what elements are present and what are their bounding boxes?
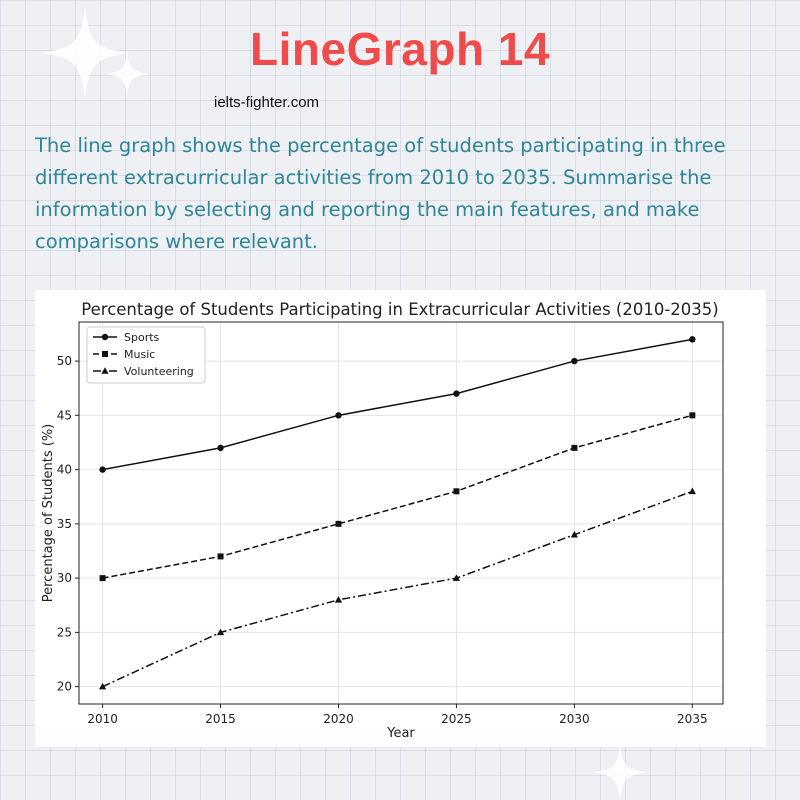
chart-svg <box>35 290 766 747</box>
data-point-sports <box>571 358 577 364</box>
line-chart <box>35 290 766 747</box>
data-point-music <box>335 521 341 527</box>
series-line-volunteering <box>103 491 693 686</box>
y-tick-label: 20 <box>56 679 72 694</box>
chart-legend <box>87 327 205 383</box>
legend-label-volunteering: Volunteering <box>124 365 194 378</box>
x-axis-label: Year <box>387 726 415 741</box>
x-tick-label: 2030 <box>559 712 590 726</box>
y-tick-label: 30 <box>56 571 72 586</box>
data-point-music <box>689 412 695 418</box>
y-axis-label: Percentage of Students (%) <box>41 423 56 603</box>
chart-series <box>99 336 696 689</box>
data-point-volunteering <box>335 596 342 603</box>
data-point-sports <box>99 466 105 472</box>
y-tick-label: 25 <box>56 625 72 640</box>
data-point-music <box>453 488 459 494</box>
x-tick-label: 2010 <box>87 712 118 726</box>
data-point-sports <box>335 412 341 418</box>
x-tick-label: 2015 <box>205 712 236 726</box>
page-title: LineGraph 14 <box>250 23 550 75</box>
task-prompt: The line graph shows the percentage of students participating in three different extracurricular activities from 2010 to 2035. Summarise the information by selecting and reporting the main features, and make comparisons where relevant. <box>35 134 726 253</box>
legend-label-music: Music <box>124 348 156 361</box>
y-tick-label: 50 <box>56 354 72 369</box>
x-tick-label: 2025 <box>441 712 472 726</box>
x-tick-label: 2020 <box>323 712 354 726</box>
y-tick-label: 45 <box>56 408 72 423</box>
chart-axes <box>57 354 708 726</box>
legend-label-sports: Sports <box>124 331 160 344</box>
data-point-music <box>100 575 106 581</box>
data-point-sports <box>453 390 459 396</box>
y-tick-label: 35 <box>56 516 72 531</box>
data-point-sports <box>217 445 223 451</box>
legend-marker-sports <box>102 334 108 340</box>
chart-title: Percentage of Students Participating in Extracurricular Activities (2010-2035) <box>81 300 719 319</box>
sparkle-decoration-bottom <box>590 745 650 800</box>
data-point-volunteering <box>689 487 696 494</box>
series-line-music <box>103 415 693 578</box>
y-tick-label: 40 <box>56 462 72 477</box>
legend-marker-music <box>102 351 108 357</box>
site-name: ielts-fighter.com <box>214 94 320 111</box>
x-tick-label: 2035 <box>677 712 708 726</box>
data-point-sports <box>689 336 695 342</box>
data-point-music <box>218 553 224 559</box>
data-point-music <box>571 445 577 451</box>
